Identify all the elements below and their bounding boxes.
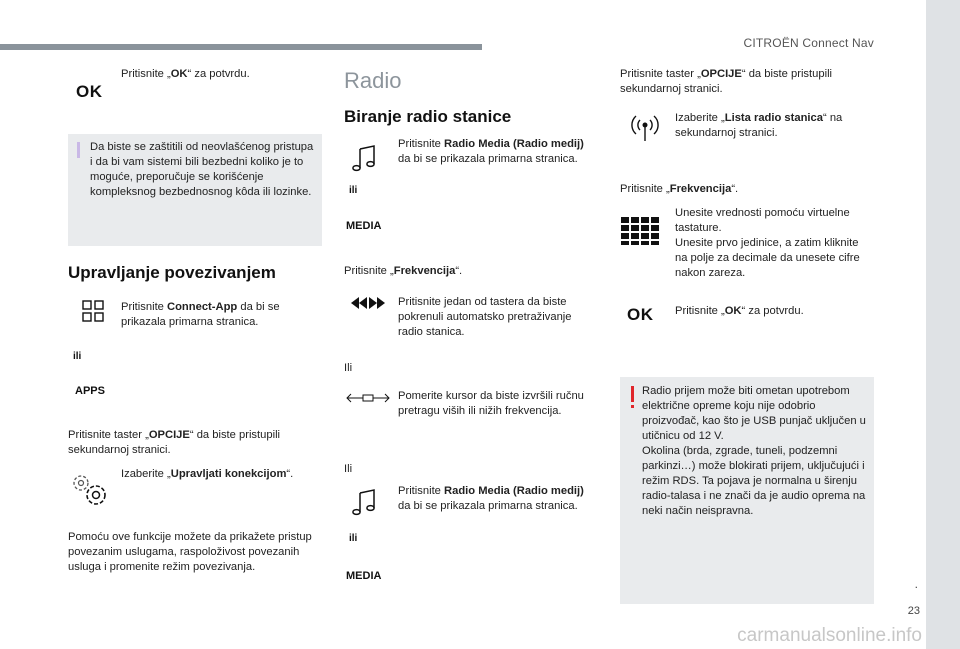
ili-label: ili	[73, 351, 82, 362]
ok-instruction: Pritisnite „OK“ za potvrdu.	[121, 68, 250, 80]
or-label-2: Ili	[344, 463, 353, 475]
radio-media-instruction: Pritisnite Radio Media (Radio medij) da bi se prikazala primarna stranica.	[398, 138, 584, 165]
ok-icon: OK	[627, 305, 654, 324]
station-list-instruction: Izaberite „Lista radio stanica“ na sekundarnoj stranici.	[675, 112, 843, 139]
radio-media-instruction-2: Pritisnite Radio Media (Radio medij) da bi se prikazala primarna stranica.	[398, 485, 584, 512]
media-label-2: MEDIA	[346, 570, 382, 582]
seek-buttons-icon	[350, 295, 386, 311]
frequency-instruction-radio: Pritisnite „Frekvencija“.	[620, 183, 739, 195]
ili-label: ili	[349, 185, 358, 196]
keypad-instruction: Unesite vrednosti pomoću virtuelne tastature. Unesite prvo jedinice, a zatim kliknite na polje za decimale da unesete cifre nakon zareza.	[675, 207, 860, 279]
page-number: 23	[907, 605, 920, 617]
or-label-1: Ili	[344, 362, 353, 374]
slider-instruction: Pomerite kursor da biste izvršili ručnu pretragu viših ili nižih frekvencija.	[398, 390, 584, 417]
music-note-icon	[351, 144, 377, 172]
ok-instruction-radio: Pritisnite „OK“ za potvrdu.	[675, 305, 804, 317]
watermark: carmanualsonline.info	[737, 625, 922, 646]
connect-app-instruction: Pritisnite Connect-App da bi se prikazala primarna stranica.	[121, 301, 280, 328]
media-label: MEDIA	[346, 220, 382, 232]
info-note-bar	[77, 142, 80, 158]
music-note-icon	[351, 488, 377, 516]
warning-bar	[631, 386, 634, 402]
connect-app-icon	[82, 300, 104, 322]
page-title-radio: Radio	[344, 68, 402, 93]
options-instruction-radio: Pritisnite taster „OPCIJE“ da biste pristupili sekundarnoj stranici.	[620, 68, 833, 95]
warning-dot	[631, 405, 634, 408]
apps-label: APPS	[75, 385, 105, 397]
info-note-text: Da biste se zaštitili od neovlašćenog pristupa i da bi vam sistemi bili bezbedni koliko je to moguće, preporučuje se korišćenje kompleksnog bezbednosnog kôda ili lozinke.	[90, 141, 314, 198]
ok-icon: OK	[76, 82, 103, 101]
brand-title: CITROËN Connect Nav	[743, 36, 874, 50]
info-note	[68, 134, 322, 246]
radio-station-list-icon	[630, 112, 660, 142]
virtual-keypad-icon	[621, 217, 661, 245]
section-heading-connections: Upravljanje povezivanjem	[68, 263, 276, 282]
warning-note-text: Radio prijem može biti ometan upotrebom električne opreme koju nije odobrio proizvođač, kao što je USB punjač uključen u utičnicu od 12 V. Okolina (brda, zgrade, tuneli, podzemni parkinzi…) može blokirati prijem, uključujući i režim RDS. Ta pojava je normalna u širenju radio-talasa i ne znači da je audio oprema na neki način neispravna.	[642, 385, 866, 517]
warning-note	[620, 377, 874, 604]
seek-instruction: Pritisnite jedan od tastera da biste pokrenuli automatsko pretraživanje radio stanica.	[398, 296, 572, 338]
frequency-instruction: Pritisnite „Frekvencija“.	[344, 265, 463, 277]
connections-description: Pomoću ove funkcije možete da prikažete pristup povezanim uslugama, raspoloživost povezanih usluga i promenite režim povezivanja.	[68, 531, 312, 573]
options-instruction: Pritisnite taster „OPCIJE“ da biste pristupili sekundarnoj stranici.	[68, 429, 281, 456]
header-accent-bar	[0, 44, 482, 50]
manage-connections-instruction: Izaberite „Upravljati konekcijom“.	[121, 468, 294, 480]
frequency-slider-icon	[345, 392, 391, 404]
continue-mark: .	[914, 577, 918, 591]
manage-connections-icon	[70, 470, 112, 508]
ili-label-2: ili	[349, 533, 358, 544]
section-heading-radio-station: Biranje radio stanice	[344, 107, 512, 126]
right-sidebar	[926, 0, 960, 649]
